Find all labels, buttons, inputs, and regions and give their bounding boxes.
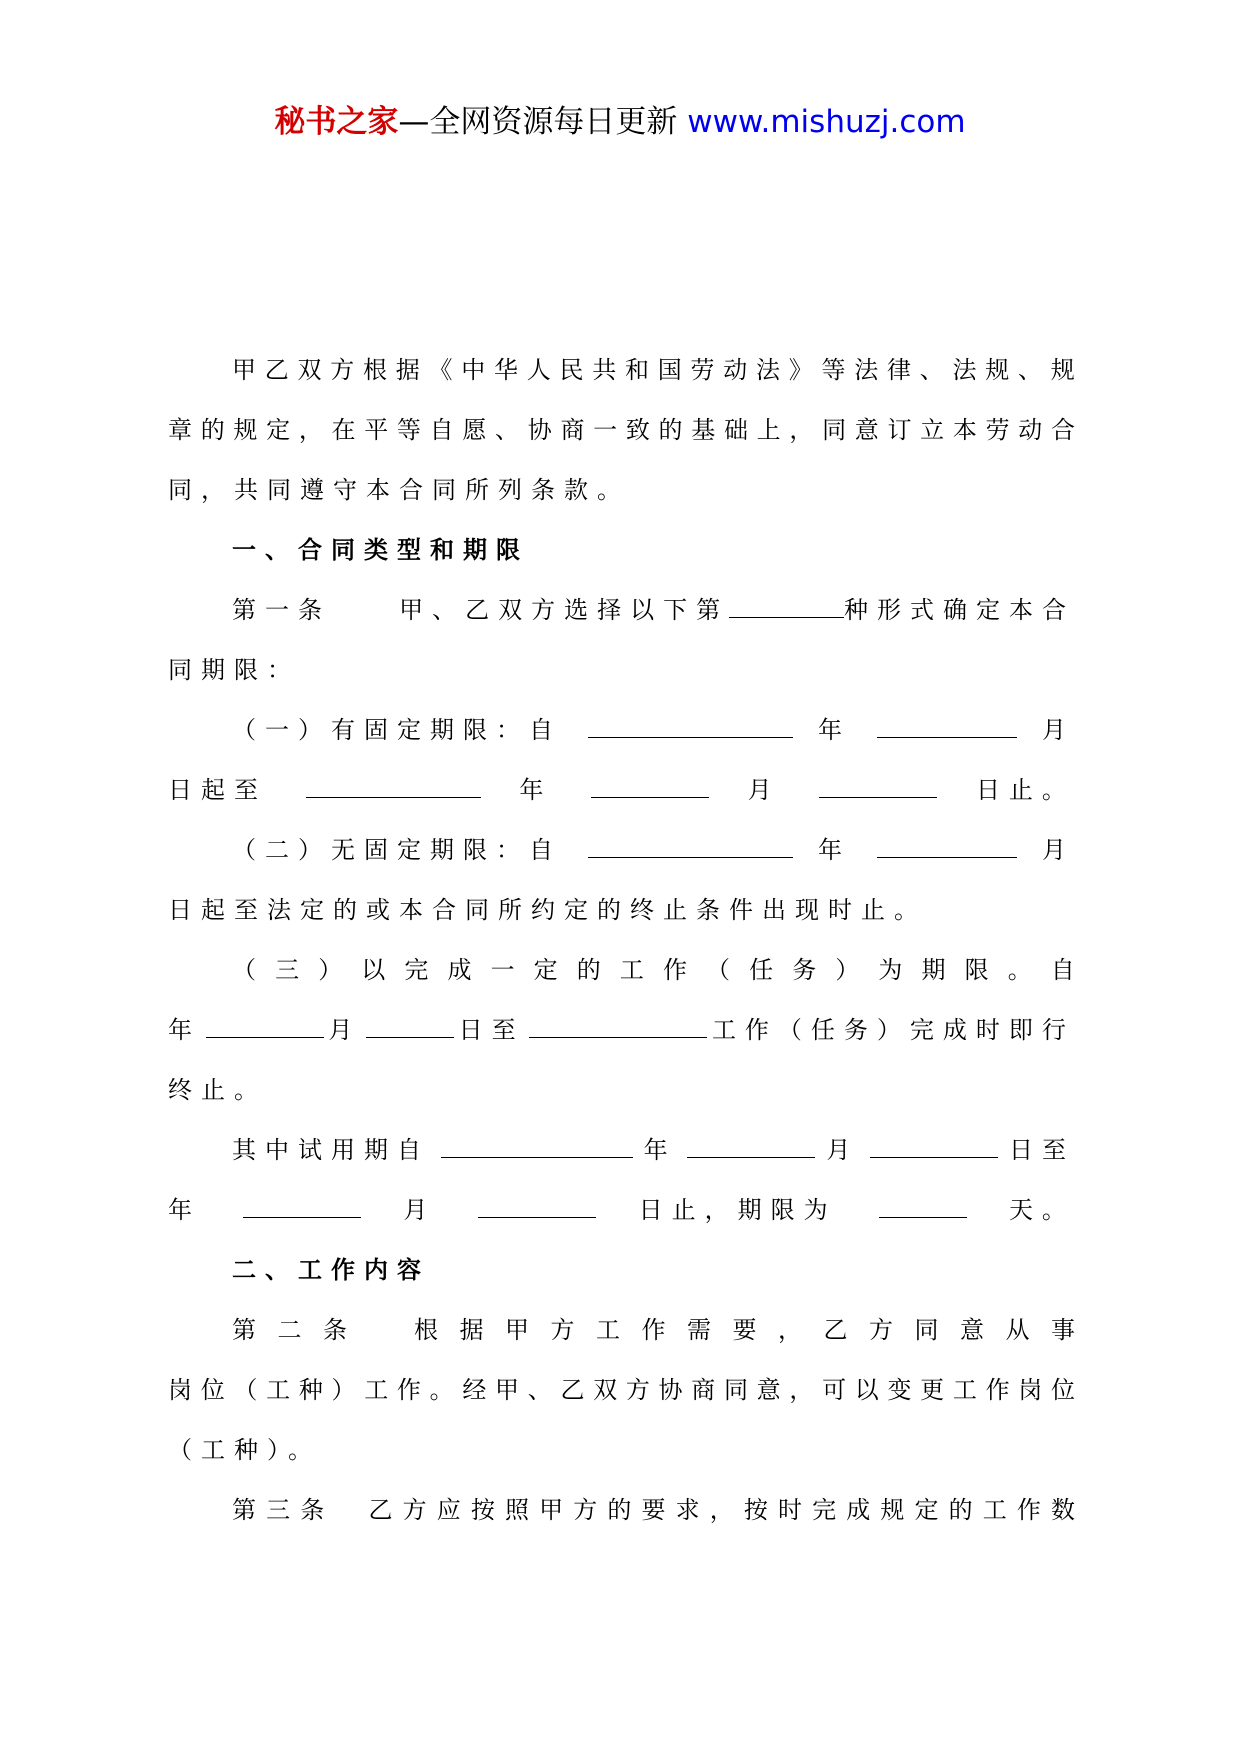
text-char: 任	[749, 956, 774, 984]
text-char: 以	[854, 1376, 879, 1404]
text-line: 同期限：	[168, 656, 300, 684]
document-body	[168, 340, 1075, 1540]
text-char: 律	[887, 356, 911, 384]
text-segment: 年	[519, 776, 553, 804]
text-char: 、	[919, 356, 944, 384]
text-char: 三	[266, 1496, 291, 1524]
text-char: 等	[396, 416, 421, 444]
text-segment: 工作（任务）完成时即行	[711, 1016, 1075, 1044]
text-char: 定	[914, 1496, 939, 1524]
fill-in-blank[interactable]	[206, 1009, 324, 1038]
text-char: 劳	[690, 356, 715, 384]
text-char: 规	[985, 356, 1010, 384]
text-char: 章	[168, 416, 192, 444]
text-char: ，	[778, 1316, 802, 1344]
text-line	[168, 1360, 1075, 1420]
text-line: 终止。	[168, 1076, 267, 1104]
text-char: 础	[723, 416, 748, 444]
text-char: 同	[723, 1376, 748, 1404]
text-char: 。	[429, 1376, 454, 1404]
text-char: 的	[200, 416, 225, 444]
text-segment: 天。	[1008, 1196, 1075, 1224]
text-char: 据	[459, 1316, 484, 1344]
text-char: 法	[952, 356, 977, 384]
text-char: 工	[982, 1496, 1007, 1524]
text-char: 方	[402, 1496, 427, 1524]
text-char: 意	[854, 416, 879, 444]
text-char: 作	[641, 1316, 666, 1344]
fill-in-blank[interactable]	[819, 769, 937, 798]
text-segment: 日起至	[168, 776, 267, 804]
text-char: 动	[1018, 416, 1043, 444]
text-char: 等	[821, 356, 846, 384]
text-char: 国	[657, 356, 682, 384]
text-char: 工	[596, 1316, 620, 1344]
text-line	[168, 400, 1075, 460]
text-char: 双	[593, 1376, 618, 1404]
text-char: 甲	[495, 1376, 520, 1404]
text-segment: 年	[818, 716, 851, 744]
text-line: （工种）。	[168, 1436, 321, 1464]
text-char: 共	[592, 356, 617, 384]
text-segment: （二）无固定期限：自	[232, 836, 562, 864]
fill-in-blank[interactable]	[687, 1129, 815, 1158]
text-char: 完	[812, 1496, 837, 1524]
text-char: 位	[200, 1376, 225, 1404]
text-line	[168, 1120, 1075, 1180]
text-char: 一	[490, 956, 515, 984]
text-char: 方	[330, 356, 355, 384]
text-char: 的	[658, 416, 683, 444]
text-char: ，	[298, 416, 323, 444]
text-char: 定	[533, 956, 558, 984]
text-char: 和	[625, 356, 649, 384]
text-char: 商	[691, 1376, 716, 1404]
text-char: 协	[658, 1376, 683, 1404]
text-segment: 年	[643, 1136, 677, 1164]
text-segment: 年	[818, 836, 851, 864]
text-char: 作	[396, 1376, 421, 1404]
text-char: 双	[297, 356, 322, 384]
text-char: 成	[447, 956, 472, 984]
fill-in-blank[interactable]	[366, 1009, 454, 1038]
text-char: 方	[550, 1316, 575, 1344]
text-char: 完	[404, 956, 429, 984]
text-char: 据	[395, 356, 420, 384]
brand-name: 秘书之家	[274, 104, 399, 140]
text-char: 甲	[505, 1316, 529, 1344]
text-char: 作	[1016, 1496, 1041, 1524]
text-char: 甲	[539, 1496, 564, 1524]
text-char: 规	[880, 1496, 905, 1524]
text-char: ）	[331, 1376, 356, 1404]
text-line	[168, 1000, 1075, 1060]
text-char: 》	[788, 356, 813, 384]
fill-in-blank[interactable]	[588, 829, 793, 858]
text-char: 订	[887, 416, 912, 444]
text-segment: 月	[403, 1196, 437, 1224]
text-char: 要	[641, 1496, 666, 1524]
fill-in-blank[interactable]	[870, 1129, 998, 1158]
text-segment: 第一条	[232, 596, 331, 624]
text-char: 《	[428, 356, 453, 384]
fill-in-blank[interactable]	[306, 769, 481, 798]
text-char: 中	[461, 356, 486, 384]
text-char: 同	[914, 1316, 939, 1344]
text-segment: 日至	[458, 1016, 525, 1044]
text-char: 期	[921, 956, 946, 984]
text-char: 协	[527, 416, 552, 444]
text-char: 种	[298, 1376, 323, 1404]
text-char: 劳	[985, 416, 1010, 444]
text-char: 立	[920, 416, 945, 444]
text-char: 华	[494, 356, 518, 384]
text-char: 的	[948, 1496, 973, 1524]
fill-in-blank[interactable]	[441, 1129, 633, 1158]
text-char: 工	[619, 956, 644, 984]
text-segment: 日止，期限为	[638, 1196, 837, 1224]
text-char: ，	[709, 1496, 734, 1524]
text-char: 工	[952, 1376, 977, 1404]
text-line	[168, 580, 1075, 640]
text-char: 按	[470, 1496, 495, 1524]
text-char: 经	[462, 1376, 487, 1404]
text-segment: 甲、乙双方选择以下第	[399, 596, 730, 624]
text-char: 、	[495, 416, 520, 444]
text-char: 规	[233, 416, 258, 444]
text-char: 数	[1051, 1496, 1075, 1524]
fill-in-blank[interactable]	[529, 1009, 707, 1038]
text-char: 第	[232, 1496, 256, 1524]
text-char: 需	[687, 1316, 711, 1344]
text-char: 基	[691, 416, 716, 444]
text-char: 条	[323, 1316, 347, 1344]
text-char: 为	[878, 956, 903, 984]
text-char: 平	[364, 416, 389, 444]
text-char: 乙	[823, 1316, 848, 1344]
header-slogan: —全网资源每日更新	[398, 104, 688, 140]
text-char: ，	[789, 416, 814, 444]
text-char: 动	[723, 356, 748, 384]
text-char: 二	[277, 1316, 302, 1344]
text-char: 照	[505, 1496, 529, 1524]
text-char: 商	[560, 416, 585, 444]
text-line	[168, 940, 1075, 1000]
text-char: ，	[789, 1376, 814, 1404]
site-url-link[interactable]: www.mishuzj.com	[687, 104, 966, 140]
section-heading: 一、合同类型和期限	[232, 536, 529, 564]
text-segment: 月	[1042, 716, 1075, 744]
text-char: 上	[756, 416, 781, 444]
text-char: 合	[1050, 416, 1075, 444]
text-char: 时	[778, 1496, 802, 1524]
text-segment: 年	[168, 1016, 201, 1044]
text-char: 人	[526, 356, 551, 384]
text-char: 三	[275, 956, 300, 984]
text-char: 限	[964, 956, 989, 984]
text-char: 、	[527, 1376, 552, 1404]
text-segment: 月	[328, 1016, 362, 1044]
text-char: 自	[1050, 956, 1075, 984]
text-char: 愿	[462, 416, 487, 444]
text-char: 甲	[232, 356, 256, 384]
text-char: 应	[436, 1496, 461, 1524]
text-char: 从	[1005, 1316, 1030, 1344]
text-char: 变	[887, 1376, 912, 1404]
fill-in-blank[interactable]	[243, 1189, 361, 1218]
text-char: 意	[756, 1376, 781, 1404]
text-line	[168, 1300, 1075, 1360]
text-segment: （一）有固定期限：自	[232, 716, 562, 744]
text-line: 日起至法定的或本合同所约定的终止条件出现时止。	[168, 896, 927, 924]
text-char: 。	[1007, 956, 1032, 984]
text-line	[168, 1180, 1075, 1240]
text-char: 工	[266, 1376, 291, 1404]
text-char: 位	[1050, 1376, 1075, 1404]
text-char: 条	[300, 1496, 325, 1524]
text-char: 的	[607, 1496, 632, 1524]
fill-in-blank[interactable]	[591, 769, 709, 798]
text-char: 作	[662, 956, 687, 984]
text-char: 定	[266, 416, 291, 444]
text-char: 求	[675, 1496, 700, 1524]
fill-in-blank[interactable]	[588, 709, 793, 738]
text-line: 同，共同遵守本合同所列条款。	[168, 476, 630, 504]
text-char: 一	[593, 416, 618, 444]
text-char: 按	[743, 1496, 768, 1524]
text-segment: 年	[168, 1196, 201, 1224]
text-char: 法	[756, 356, 780, 384]
text-char: 的	[576, 956, 601, 984]
text-char: 民	[559, 356, 584, 384]
text-char: 事	[1051, 1316, 1075, 1344]
text-line	[168, 820, 1075, 880]
fill-in-blank[interactable]	[879, 1189, 967, 1218]
text-char: 作	[985, 1376, 1010, 1404]
text-char: 可	[822, 1376, 847, 1404]
text-char: 第	[232, 1316, 256, 1344]
text-line	[168, 1480, 1075, 1540]
fill-in-blank[interactable]	[478, 1189, 596, 1218]
text-char: 在	[331, 416, 356, 444]
text-line	[168, 760, 1075, 820]
text-char: 法	[854, 356, 879, 384]
text-char: ）	[835, 956, 860, 984]
text-char: 自	[429, 416, 454, 444]
text-char: 务	[792, 956, 817, 984]
text-char: 本	[952, 416, 977, 444]
text-segment: 种形式确定本合	[844, 596, 1075, 624]
text-char: 方	[869, 1316, 893, 1344]
text-char: 致	[625, 416, 650, 444]
text-char: 、	[1018, 356, 1042, 384]
site-header	[0, 100, 1240, 144]
section-heading: 二、工作内容	[232, 1256, 430, 1284]
text-char: 意	[960, 1316, 984, 1344]
text-char: （	[233, 1376, 258, 1404]
text-line	[168, 340, 1075, 400]
text-char: 岗	[1018, 1376, 1043, 1404]
text-segment: 日止。	[975, 776, 1075, 804]
text-segment: 日至	[1008, 1136, 1075, 1164]
text-char: 要	[732, 1316, 757, 1344]
text-char: 工	[364, 1376, 389, 1404]
text-char: 根	[363, 356, 387, 384]
text-char: ）	[318, 956, 343, 984]
text-char: 成	[846, 1496, 871, 1524]
text-char: 乙	[560, 1376, 585, 1404]
text-char: 方	[625, 1376, 650, 1404]
text-segment: 月	[826, 1136, 860, 1164]
text-char: 根	[414, 1316, 438, 1344]
fill-in-blank[interactable]	[729, 589, 844, 618]
text-char: （	[232, 956, 256, 984]
text-char: 同	[822, 416, 847, 444]
text-segment: 月	[1042, 836, 1075, 864]
fill-in-blank[interactable]	[877, 709, 1017, 738]
text-line	[168, 700, 1075, 760]
text-char: 岗	[168, 1376, 192, 1404]
text-char: 以	[361, 956, 386, 984]
text-segment: 月	[747, 776, 781, 804]
text-char: 更	[920, 1376, 945, 1404]
text-char: 乙	[368, 1496, 393, 1524]
text-char: 方	[573, 1496, 598, 1524]
fill-in-blank[interactable]	[877, 829, 1017, 858]
text-char: 规	[1050, 356, 1075, 384]
text-char: （	[706, 956, 731, 984]
text-segment: 其中试用期自	[232, 1136, 430, 1164]
text-char: 乙	[264, 356, 289, 384]
